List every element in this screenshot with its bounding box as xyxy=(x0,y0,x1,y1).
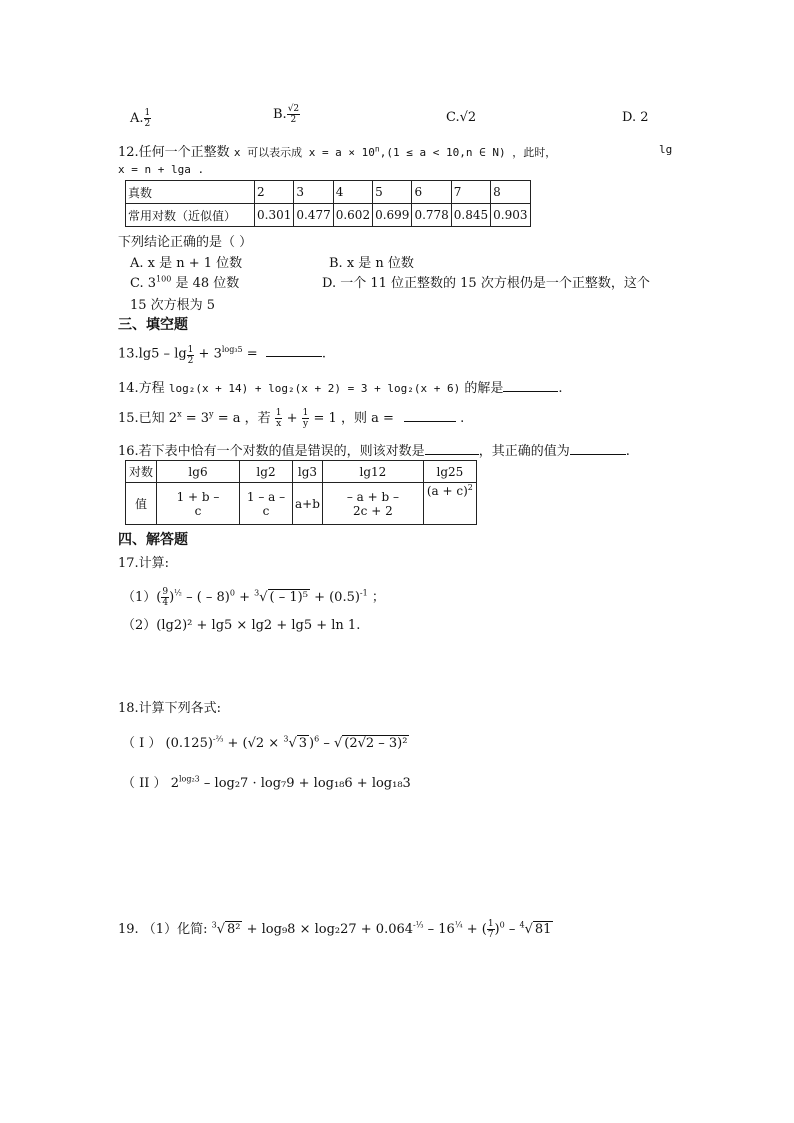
root-index: 3 xyxy=(283,734,289,744)
exponent: x xyxy=(177,409,182,419)
q18-part1: （ I ） $(0.125)^{-\frac{2}{3}} + (√2 \times ^3√$ 3 )$^6$ – √ (2√2 – 3)² xyxy=(122,734,408,751)
expr-part: ) xyxy=(309,736,315,751)
table-cell: 4 xyxy=(333,181,372,204)
expr-part: = 1 ，则 a = xyxy=(309,411,398,426)
cell-line: 1 + b – xyxy=(176,489,220,504)
table-cell: lg3 xyxy=(293,461,323,483)
exponent: 2 xyxy=(467,483,473,492)
root-index: 4 xyxy=(519,920,525,930)
expr-part: – ( – 8) xyxy=(181,590,230,605)
expr-part: + (0.5) xyxy=(309,590,360,605)
q11-option-c xyxy=(446,110,476,125)
expr-part: – log₂7 · log₇9 + log₁₈6 + log₁₈3 xyxy=(199,776,411,791)
fraction-denominator: 2 xyxy=(187,356,194,367)
option-text: C. 3 xyxy=(130,276,157,291)
q14-text: 14.方程 xyxy=(118,381,165,396)
expr-part: – xyxy=(504,922,520,937)
q17-title: 17.计算: xyxy=(118,556,170,571)
exponent: ¼ xyxy=(454,920,463,930)
table-row xyxy=(126,483,477,525)
q17-part1: （1）( $\frac{9}{4}$ )$^{\frac{1}{2}}$ – ( – 8)$^0$ + $^3$√ ( – $1)^5 + (0.5)^{-1}$ ； xyxy=(122,587,385,608)
fraction-numerator: 9 xyxy=(162,587,169,597)
expr-part: x 可以表示成 x = a × 10 xyxy=(233,146,375,159)
q19: 19. （1）化简: $^3$√ $8^2 + \log_98 \times \log_227 + 0.064^{-\frac{1}{3}} - 16^{\frac{1}{4}}$ + ( $\frac{1}{7}$ )$^0$ – $^4$√ 81 xyxy=(118,919,552,940)
q18-part2 xyxy=(122,772,411,791)
table-cell: a+b xyxy=(293,483,323,525)
radicand: 3 xyxy=(298,736,308,751)
expr-part: ,(1 ≤ a < 10,n ∈ N) ，此时， xyxy=(379,146,557,159)
q14-text: 的解是 xyxy=(464,381,504,396)
exponent: -⅓ xyxy=(413,920,424,930)
expr-part: + (√2 × xyxy=(223,736,284,751)
q12-option-d-cont: 15 次方根为 5 xyxy=(130,298,216,313)
q16: 16.若下表中恰有一个对数的值是错误的，则该对数是 ，其正确的值为 . xyxy=(118,444,630,459)
section-heading-3: 三、填空题 xyxy=(118,317,188,333)
q14-expression: log₂(x + 14) + log₂(x + 2) = 3 + log₂(x + 6) xyxy=(168,382,461,395)
q12-option-d: D. 一个 11 位正整数的 15 次方根仍是一个正整数，这个 xyxy=(322,276,650,291)
radicand: ( – 1)⁵ xyxy=(269,590,308,605)
exponent: y xyxy=(209,409,214,419)
part-label: （ I ） xyxy=(122,736,162,751)
root-index: 3 xyxy=(254,588,260,598)
exponent: 100 xyxy=(156,274,172,284)
fraction-denominator: 7 xyxy=(487,930,494,940)
expr-part: 2 xyxy=(170,776,179,791)
fraction-numerator: 1 xyxy=(302,408,309,418)
table-cell: 6 xyxy=(412,181,451,204)
log-table xyxy=(125,180,531,227)
table-cell xyxy=(157,483,240,525)
q16-text: 16.若下表中恰有一个对数的值是错误的，则该对数是 xyxy=(118,444,425,459)
exponent: 0 xyxy=(229,588,235,598)
table-row xyxy=(126,204,531,227)
cell-line: – a + b – xyxy=(346,489,399,504)
radicand: 8² xyxy=(227,922,241,937)
table-cell: 0.477 xyxy=(294,204,333,227)
table-cell: 0.301 xyxy=(255,204,294,227)
table-row xyxy=(126,181,531,204)
fraction-numerator: √2 xyxy=(287,104,300,114)
fraction-numerator: 1 xyxy=(487,919,494,929)
fraction xyxy=(144,108,152,129)
radicand: 81 xyxy=(534,922,552,937)
q12-line1 xyxy=(118,141,556,160)
table-cell: 0.602 xyxy=(333,204,372,227)
fraction-denominator: x xyxy=(276,419,282,429)
expr-part: 13.lg5 – lg xyxy=(118,346,187,362)
q12-option-c xyxy=(130,272,239,291)
expr-part: = xyxy=(242,346,262,362)
part-label: 19. （1）化简: xyxy=(118,922,208,937)
table-cell: 1 – a – c xyxy=(240,483,293,525)
table-cell: 值 xyxy=(126,483,157,525)
q12-line2: x = n + lga . xyxy=(118,163,205,176)
answer-blank[interactable] xyxy=(404,421,456,422)
table-cell: 0.903 xyxy=(491,204,530,227)
q11-option-d: D. 2 xyxy=(622,110,649,125)
exponent: log₃5 xyxy=(221,345,243,354)
table-cell xyxy=(423,483,476,525)
expr-part: ) xyxy=(169,590,175,605)
expr-part: (0.125) xyxy=(165,736,213,751)
q15: 15.已知 $2^x = 3^y = a$ ，若 $\frac{1}{x}$ + $\frac{1}{y}$ = 1 ，则 a = . xyxy=(118,408,465,429)
expr-part: + xyxy=(234,590,255,605)
q17-part2: （2）(lg2)² + lg5 × lg2 + lg5 + ln 1. xyxy=(122,618,361,633)
answer-blank[interactable] xyxy=(425,454,479,455)
radicand: (2√2 – 3)² xyxy=(344,736,408,751)
part-label: （ II ） xyxy=(122,776,167,791)
table-cell: lg2 xyxy=(240,461,293,483)
cell-line: 2c + 2 xyxy=(353,503,393,518)
expr-part: ) xyxy=(494,922,500,937)
expr-part: + ( xyxy=(462,922,487,937)
table-cell: lg6 xyxy=(157,461,240,483)
expr-part: ( xyxy=(156,590,162,605)
q16-table xyxy=(125,460,477,525)
fraction-numerator: 1 xyxy=(144,108,151,118)
fraction-denominator: 2 xyxy=(290,115,297,125)
fraction xyxy=(275,408,283,429)
fraction xyxy=(161,587,169,608)
fraction-denominator: 4 xyxy=(162,598,169,608)
expr-part: 15.已知 2 xyxy=(118,411,178,426)
answer-blank[interactable] xyxy=(266,356,322,357)
table-cell: lg12 xyxy=(322,461,423,483)
exponent: 0 xyxy=(499,920,505,930)
fraction xyxy=(487,919,495,940)
fraction xyxy=(287,104,300,125)
answer-blank[interactable] xyxy=(570,454,626,455)
table-cell: 7 xyxy=(451,181,490,204)
cell-line: c xyxy=(194,503,202,518)
fraction-denominator: 2 xyxy=(144,119,151,129)
section-heading-4: 四、解答题 xyxy=(118,532,188,548)
table-cell: 3 xyxy=(294,181,333,204)
q13: 13.lg5 – lg $\frac{1}{2}$ + $3^{log_35}$ = . xyxy=(118,345,326,367)
table-cell: 常用对数（近似值） xyxy=(126,204,255,227)
q12-expression xyxy=(234,146,556,159)
table-cell: 0.778 xyxy=(412,204,451,227)
q12-lg: lg xyxy=(659,143,673,156)
option-label: A. xyxy=(130,111,144,126)
part-label: （1） xyxy=(122,590,157,605)
exponent: -⅔ xyxy=(212,734,224,744)
expr-part: + 3 xyxy=(194,346,222,362)
exponent: n xyxy=(374,144,380,154)
expr-part: ； xyxy=(367,590,385,605)
table-cell: 2 xyxy=(255,181,294,204)
exponent: 6 xyxy=(314,734,320,744)
option-label: B. xyxy=(273,107,287,122)
option-value: √2 xyxy=(459,110,477,125)
q12-prompt: 下列结论正确的是（ ） xyxy=(118,235,253,250)
q12-prefix: 12.任何一个正整数 xyxy=(118,145,230,160)
table-cell xyxy=(322,483,423,525)
q16-text: ，其正确的值为 xyxy=(478,444,570,459)
fraction-denominator: y xyxy=(302,419,309,429)
q11-option-a xyxy=(130,108,151,129)
exponent: -1 xyxy=(359,588,368,598)
exponent: log₂3 xyxy=(178,774,200,784)
table-cell: 0.845 xyxy=(451,204,490,227)
expr-part: = a ，若 xyxy=(213,411,271,426)
q14: 14.方程 log₂(x + 14) + log₂(x + 2) = 3 + log₂(x + 6) 的解是 . xyxy=(118,381,563,396)
table-cell: lg25 xyxy=(423,461,476,483)
table-cell: 0.699 xyxy=(373,204,412,227)
fraction-numerator: 1 xyxy=(187,345,194,356)
expr-part: – xyxy=(319,736,334,751)
table-cell: 8 xyxy=(491,181,530,204)
q11-option-b xyxy=(273,104,300,125)
q12-option-a: A. x 是 n + 1 位数 xyxy=(130,256,243,271)
table-cell: 真数 xyxy=(126,181,255,204)
q18-title: 18.计算下列各式: xyxy=(118,701,222,716)
option-label: C. xyxy=(446,110,460,125)
table-row xyxy=(126,461,477,483)
fraction-numerator: 1 xyxy=(275,408,282,418)
expr-part: + log₉8 × log₂27 + 0.064 xyxy=(242,922,414,937)
table-cell: 5 xyxy=(373,181,412,204)
table-cell: 对数 xyxy=(126,461,157,483)
expr-part: – 16 xyxy=(423,922,455,937)
exponent: ½ xyxy=(174,588,182,598)
q12-option-b: B. x 是 n 位数 xyxy=(329,256,414,271)
root-index: 3 xyxy=(211,920,217,930)
answer-blank[interactable] xyxy=(503,391,558,392)
expr-part: = 3 xyxy=(181,411,210,426)
cell-line: (a + c) xyxy=(426,484,468,498)
option-text: 是 48 位数 xyxy=(171,276,240,291)
